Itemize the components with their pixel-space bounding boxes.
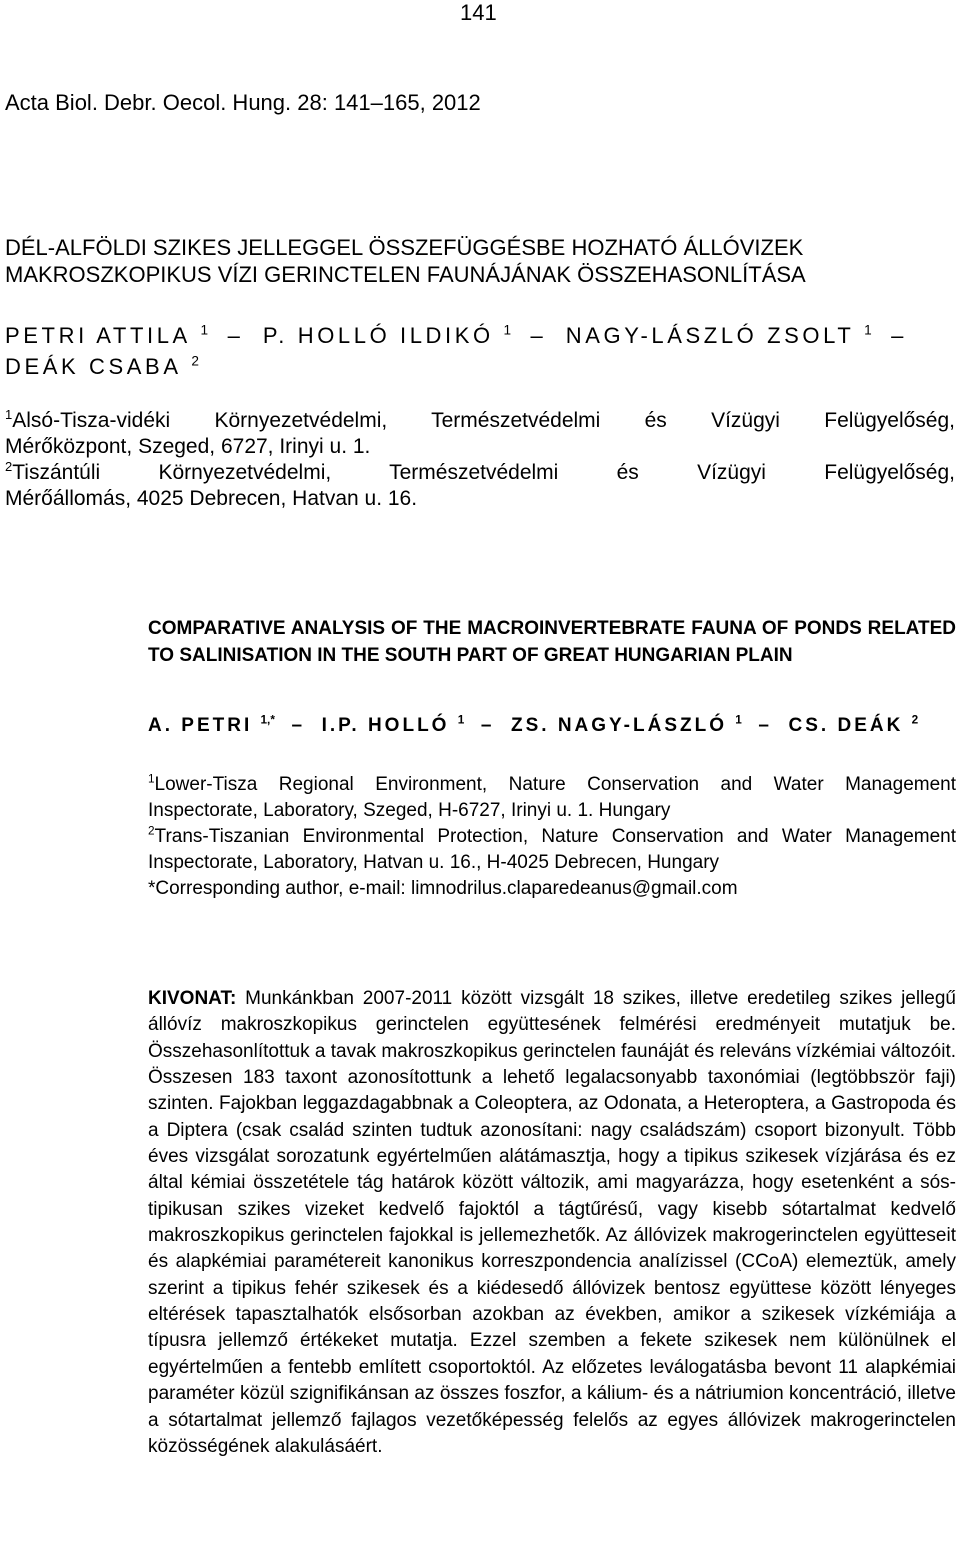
journal-citation: Acta Biol. Debr. Oecol. Hung. 28: 141–165, 2012 [5,90,481,115]
english-affiliations [148,772,956,902]
english-title: COMPARATIVE ANALYSIS OF THE MACROINVERTEBRATE FAUNA OF PONDS RELATED TO SALINISATION IN THE SOUTH PART OF GREAT HUNGARIAN PLAIN [148,618,956,666]
author-name: DEÁK CSABA [5,354,182,379]
author-name: PETRI ATTILA [5,323,191,348]
affiliation-text: Tiszántúli Környezetvédelmi, Természetvédelmi és Vízügyi Felügyelőség, [12,461,955,484]
affiliation-text: Trans-Tiszanian Environmental Protection, Nature Conservation and Water Management Inspectorate, Laboratory, Hatvan u. 16., H-4025 Debrecen, Hungary [148,826,956,873]
author-separator: – [227,323,244,348]
english-authors [148,712,956,740]
author-name: P. HOLLÓ ILDIKÓ [262,323,494,348]
abstract [148,986,956,1460]
affiliation-line [5,460,955,486]
affiliation-text: Mérőközpont, Szeged, 6727, Irinyi u. 1. [5,435,371,458]
hungarian-authors [5,320,955,382]
author-affiliation-mark: 1 [735,713,742,727]
affiliation-line [5,434,955,460]
author-affiliation-mark: 1 [457,713,465,727]
affiliation-line [5,408,955,434]
author-separator: – [530,323,547,348]
author-separator: – [891,323,907,348]
author-separator: – [291,715,306,736]
affiliation-text: Alsó-Tisza-vidéki Környezetvédelmi, Természetvédelmi és Vízügyi Felügyelőség, [12,409,955,432]
page-number: 141 [460,0,497,25]
author-affiliation-mark: 2 [911,713,919,727]
affiliation-line [5,486,955,512]
author-name: I.P. HOLLÓ [321,715,450,736]
author-affiliation-mark: 1 [503,322,512,338]
affiliation-mark: 2 [5,459,13,474]
author-name: A. PETRI [148,715,253,736]
author-affiliation-mark: 1,* [260,713,275,727]
abstract-label: KIVONAT: [148,988,237,1009]
affiliation-text: Mérőállomás, 4025 Debrecen, Hatvan u. 16. [5,487,418,510]
hungarian-title [5,234,960,288]
author-separator: – [758,715,772,736]
affiliation-mark: 2 [148,824,155,838]
hungarian-affiliations [5,408,955,512]
affiliation-paragraph [148,772,956,824]
author-affiliation-mark: 1 [200,322,209,338]
affiliation-paragraph [148,824,956,876]
affiliation-mark: 1 [5,407,13,422]
author-affiliation-mark: 1 [864,322,872,338]
author-affiliation-mark: 2 [191,353,199,369]
corresponding-author: *Corresponding author, e-mail: limnodrilus.claparedeanus@gmail.com [148,878,738,899]
author-name: NAGY-LÁSZLÓ ZSOLT [565,323,855,348]
hungarian-title-line: MAKROSZKOPIKUS VÍZI GERINCTELEN FAUNÁJÁNAK ÖSSZEHASONLÍTÁSA [5,262,806,287]
abstract-text: Munkánkban 2007-2011 között vizsgált 18 szikes, illetve eredetileg szikes jellegű állóvíz makroszkopikus gerinctelen együttesének felmérési eredményeit mutatjuk be. Összehasonlítottuk a tavak makroszkopikus gerinctelen faunáját és releváns vízkémiai változóit. Összesen 183 taxont azonosítottunk a lehető legalacsonyabb taxonómiai (legtöbbször faji) szinten. Fajokban leggazdagabbnak a Coleoptera, az Odonata, a Heteroptera, a Gastropoda és a Diptera (csak család szinten tudtuk azonosítani: nagy családszám) csoport bizonyult. Több éves vizsgálat sorozatunk egyértelműen alátámasztja, hogy a tipikus szikesek vízjárása és ez által kémiai összetétele tág határok között változik, ami magyarázza, hogy esetenként a sós-tipikusan szikes vizeket kedvelő fajoktól a tágtűrésű, vagy kisebb sótartalmat kedvelő makroszkopikus gerinctelen fajokkal is jellemezhetők. Az állóvizek makrogerinctelen együtteseit és alapkémiai paramétereit kanonikus korreszpondencia analízissel (CCoA) elemeztük, amely szerint a tipikus fehér szikesek és a kiédesedő állóvizek bentosz együttese között lényeges eltérések tapasztalhatók elsősorban azokban az években, amikor a szikesek vízkémiája a típusra jellemző értékeket mutatja. Ezzel szemben a fekete szikesek nem különülnek el egyértelműen a fentebb említett csoportoktól. Az előzetes leválogatásba bevont 11 alapkémiai paraméter közül szignifikánsan az összes foszfor, a kálium- és a nátriumion koncentráció, illetve a sótartalmat jellemző fajlagos vezetőképesség felelős az egyes állóvizek makrogerinctelen közösségének alakulásáért. [148,988,956,1457]
affiliation-text: Lower-Tisza Regional Environment, Nature Conservation and Water Management Inspectorate, Laboratory, Szeged, H-6727, Irinyi u. 1. Hungary [148,774,956,821]
hungarian-title-line: DÉL-ALFÖLDI SZIKES JELLEGGEL ÖSSZEFÜGGÉSBE HOZHATÓ ÁLLÓVIZEK [5,235,804,260]
author-name: CS. DEÁK [788,715,904,736]
author-name: ZS. NAGY-LÁSZLÓ [511,715,727,736]
author-separator: – [480,715,495,736]
affiliation-mark: 1 [148,772,155,786]
